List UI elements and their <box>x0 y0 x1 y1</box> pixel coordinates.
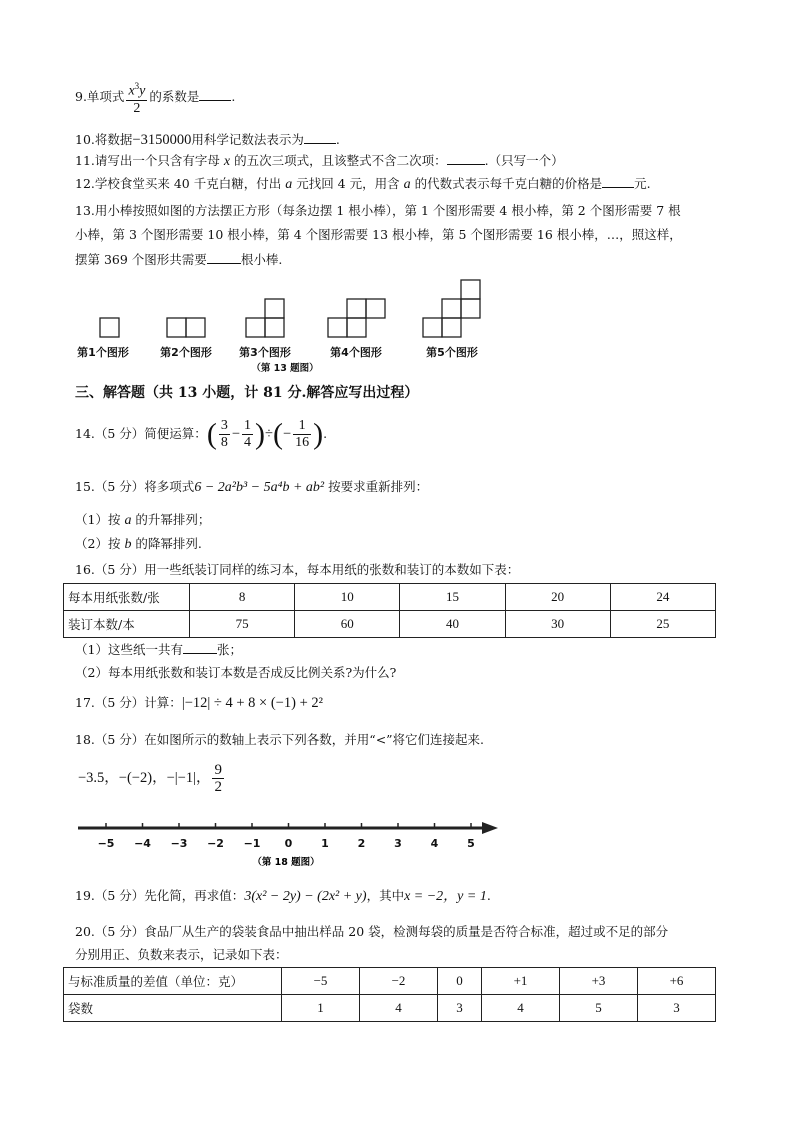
table-row: 每本用纸张数/张 8 10 15 20 24 <box>64 584 716 611</box>
q10-answer-blank[interactable] <box>304 130 336 144</box>
number-line-tick-label: 3 <box>394 837 402 850</box>
q11-answer-blank[interactable] <box>447 151 485 165</box>
number-line-tick-label: 1 <box>321 837 329 850</box>
question-17: 17.（5 分）计算：|−12| ÷ 4 + 8 × (−1) + 2² <box>75 695 323 711</box>
number-line-tick-label: −5 <box>97 837 115 850</box>
question-15-part2: （2）按 b 的降幂排列. <box>75 536 202 552</box>
q13-answer-blank[interactable] <box>207 250 241 264</box>
q18-caption: （第 18 题图） <box>252 857 320 868</box>
fig5-square <box>461 299 480 318</box>
fig2-label: 第2个图形 <box>160 346 212 359</box>
q13-figure <box>70 272 510 374</box>
question-16-part2: （2）每本用纸张数和装订本数是否成反比例关系?为什么? <box>75 665 397 680</box>
q13-caption: （第 13 题图） <box>251 363 319 374</box>
q19-expression: 3(x² − 2y) − (2x² + y) <box>244 889 367 904</box>
fig4-square <box>366 299 385 318</box>
fig5-square <box>423 318 442 337</box>
fig1-label: 第1个图形 <box>77 346 129 359</box>
fig4-label: 第4个图形 <box>330 346 382 359</box>
number-line-tick-label: −3 <box>170 837 188 850</box>
question-16: 16.（5 分）用一些纸装订同样的练习本，每本用纸的张数和装订的本数如下表： <box>75 562 520 577</box>
table-row: 与标准质量的差值（单位：克） −5 −2 0 +1 +3 +6 <box>64 968 716 995</box>
question-13-line2: 小棒，第 3 个图形需要 10 根小棒，第 4 个图形需要 13 根小棒，第 5 个图形需要 16 根小棒，…，照这样， <box>75 227 682 242</box>
arrow-icon <box>482 822 498 834</box>
question-19: 19.（5 分）先化简，再求值：3(x² − 2y) − (2x² + y)，其中x = −2，y = 1. <box>75 888 491 904</box>
question-11: 11.请写出一个只含有字母 x 的五次三项式，且该整式不含二次项： .（只写一个） <box>75 153 564 169</box>
fig5-label: 第5个图形 <box>426 346 478 359</box>
number-line-tick-label: −2 <box>207 837 224 850</box>
question-14: 14.（5 分）简便运算：( $\frac{3}{8}$ − $\frac{1}{4}$ )÷(− $\frac{1}{16}$ ). <box>75 417 328 451</box>
question-15: 15.（5 分）将多项式6 − 2a²b³ − 5a⁴b + ab² 按要求重新排列： <box>75 479 429 495</box>
q15-polynomial: 6 − 2a²b³ − 5a⁴b + ab² <box>194 480 325 495</box>
fig3-square <box>246 318 265 337</box>
number-line-tick-label: 0 <box>284 837 293 850</box>
q9-prefix: 9.单项式 <box>75 88 125 104</box>
question-16-part1: （1）这些纸一共有 张； <box>75 642 242 657</box>
question-18: 18.（5 分）在如图所示的数轴上表示下列各数，并用“<”将它们连接起来. <box>75 732 485 747</box>
question-20-line1: 20.（5 分）食品厂从生产的袋装食品中抽出样品 20 袋，检测每袋的质量是否符合标准，超过或不足的部分 <box>75 924 669 939</box>
fig4-square <box>347 299 366 318</box>
question-10: 10.将数据−3150000用科学记数法表示为 . <box>75 132 340 148</box>
fig1-square <box>100 318 119 337</box>
question-13-line3: 摆第 369 个图形共需要 根小棒. <box>75 252 283 267</box>
table-row: 袋数 1 4 3 4 5 3 <box>64 995 716 1022</box>
question-20-line2: 分别用正、负数来表示，记录如下表： <box>75 947 288 962</box>
q16-answer-blank[interactable] <box>183 640 217 654</box>
fig2-square <box>167 318 186 337</box>
question-13-line1: 13.用小棒按照如图的方法摆正方形（每条边摆 1 根小棒），第 1 个图形需要 4 根小棒，第 2 个图形需要 7 根 <box>75 203 681 218</box>
fig5-square <box>461 280 480 299</box>
q20-table <box>63 967 716 1022</box>
fig3-square <box>265 299 284 318</box>
question-15-part1: （1）按 a 的升幂排列； <box>75 512 211 528</box>
question-12: 12.学校食堂买来 40 千克白糖，付出 a 元找回 4 元，用含 a 的代数式表示每千克白糖的价格是 元. <box>75 176 651 192</box>
table-row: 装订本数/本 75 60 40 30 25 <box>64 611 716 638</box>
section-3-heading: 三、解答题（共 13 小题，计 81 分.解答应写出过程） <box>75 385 419 401</box>
q18-number-line <box>70 812 510 870</box>
fig4-square <box>328 318 347 337</box>
fig4-square <box>347 318 366 337</box>
number-line-tick-label: −1 <box>243 837 261 850</box>
q12-answer-blank[interactable] <box>602 174 634 188</box>
number-line-tick-label: 5 <box>467 837 475 850</box>
fig3-label: 第3个图形 <box>239 346 291 359</box>
q18-numbers: −3.5，−(−2)，−|−1|， $\frac{9}{2}$ <box>78 762 222 795</box>
fig5-square <box>442 318 461 337</box>
fig3-square <box>265 318 284 337</box>
number-line-tick-label: 2 <box>357 837 366 850</box>
number-line-tick-label: 4 <box>430 837 439 850</box>
q9-answer-blank[interactable] <box>199 87 231 101</box>
q9-monomial-fraction: $\frac{x^3y}{2}$ <box>126 78 147 117</box>
q9-suffix: 的系数是 <box>149 88 200 104</box>
fig2-square <box>186 318 205 337</box>
question-9: 9.单项式 $\frac{x^3y}{2}$ 的系数是 . <box>75 78 235 117</box>
q16-table <box>63 583 716 638</box>
q17-expression: |−12| ÷ 4 + 8 × (−1) + 2² <box>181 695 323 711</box>
q10-value: −3150000 <box>132 132 192 148</box>
fig5-square <box>442 299 461 318</box>
number-line-tick-label: −4 <box>134 837 151 850</box>
q19-condition: x = −2，y = 1 <box>404 889 487 904</box>
